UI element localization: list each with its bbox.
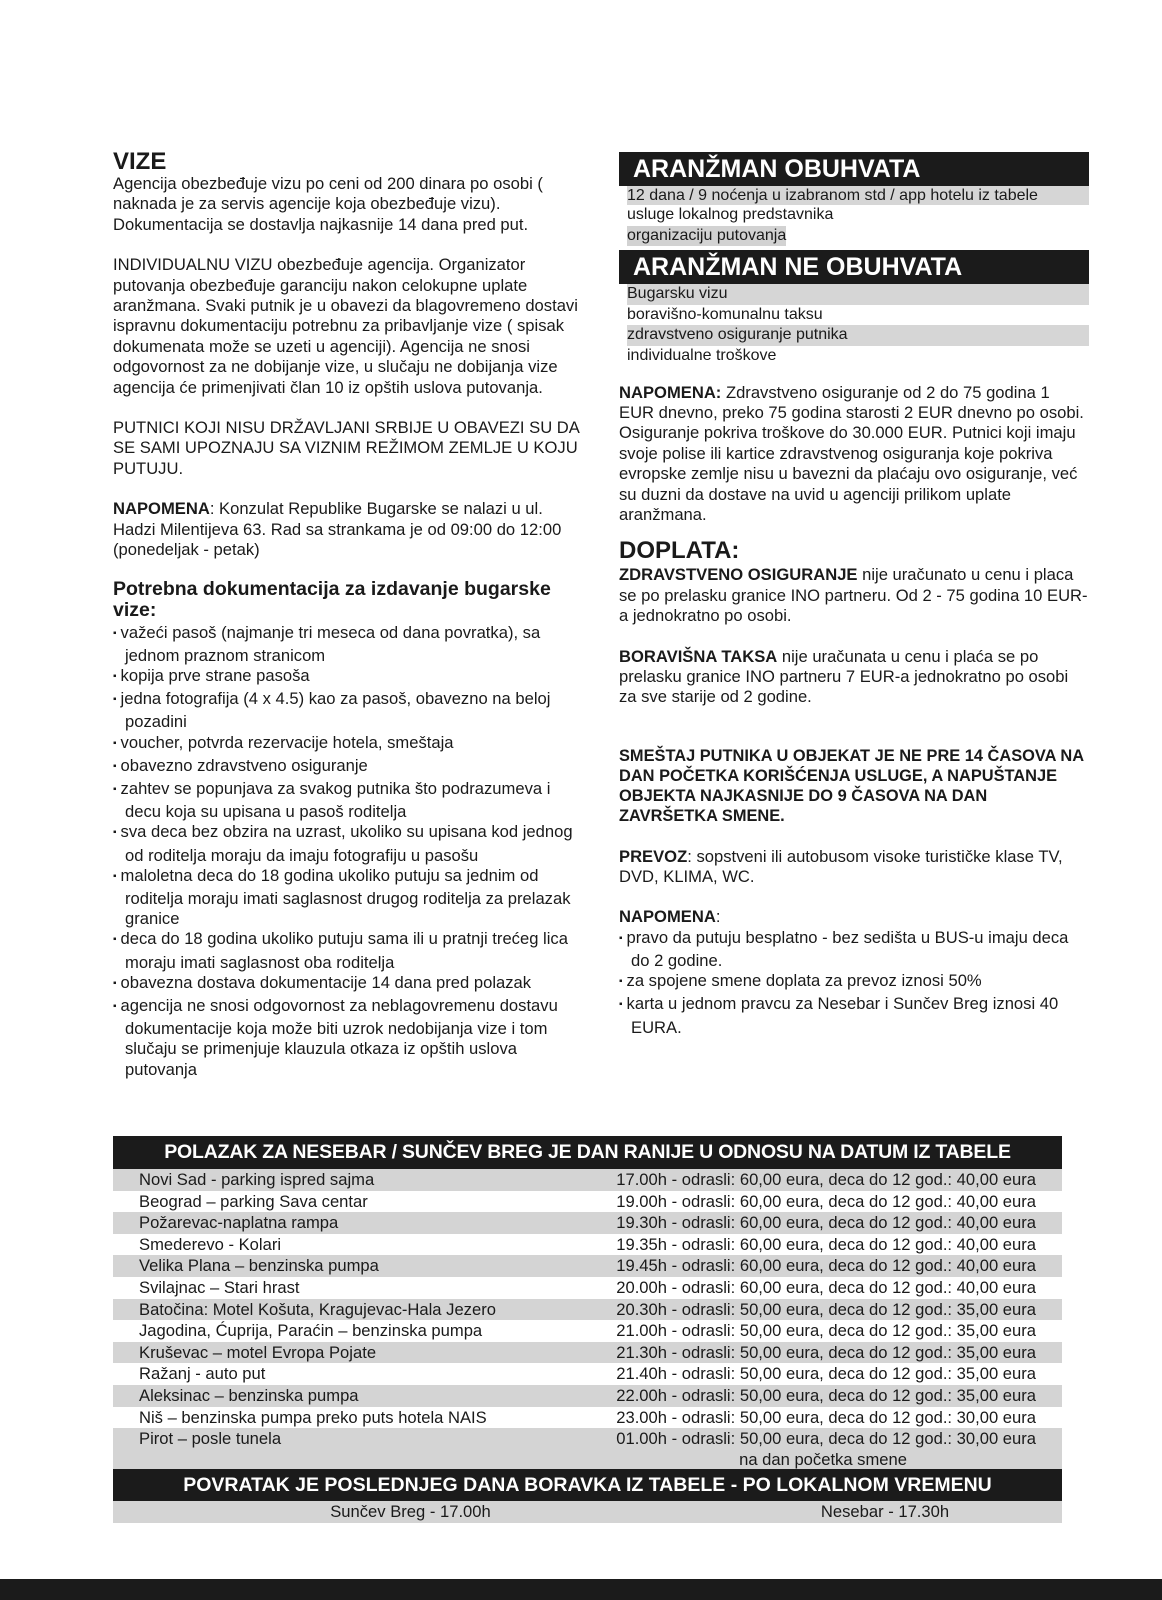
list-item: zdravstveno osiguranje putnika [627, 325, 1089, 346]
return-time-suncev-breg: Sunčev Breg - 17.00h [330, 1501, 491, 1521]
list-item-text: organizaciju putovanja [627, 226, 786, 247]
list-item: boravišno-komunalnu taksu [627, 305, 823, 323]
table-row [113, 1234, 1062, 1256]
consulate-note-text: : Konzulat Republike Bugarske se nalazi u ul. Hadzi Milentijeva 63. Rad sa strankama je od 09:00 do 12:00 (ponedeljak - petak) [113, 499, 562, 560]
table-row [113, 1428, 1062, 1450]
departure-continuation: na dan početka smene [113, 1450, 1062, 1469]
surcharge-insurance [619, 565, 1089, 626]
surcharge-tax [619, 647, 1089, 708]
departure-place: Pirot – posle tunela [139, 1429, 282, 1449]
departure-info: 01.00h - odrasli: 50,00 eura, deca do 12 god.: 30,00 eura [616, 1429, 1036, 1449]
consulate-note-label: NAPOMENA [113, 499, 210, 519]
table-row [113, 1212, 1062, 1234]
departure-info: 17.00h - odrasli: 60,00 eura, deca do 12 god.: 40,00 eura [616, 1170, 1036, 1189]
table-row [113, 1191, 1062, 1213]
departure-info: 21.00h - odrasli: 50,00 eura, deca do 12 god.: 35,00 eura [616, 1321, 1036, 1341]
departure-info: 19.00h - odrasli: 60,00 eura, deca do 12 god.: 40,00 eura [616, 1191, 1036, 1211]
insurance-note [619, 383, 1089, 526]
departure-info: 21.40h - odrasli: 50,00 eura, deca do 12 god.: 35,00 eura [616, 1364, 1036, 1384]
list-item: ▪ sva deca bez obzira na uzrast, ukoliko su upisana kod jednog od roditelja moraju da imaju fotografiju u pasošu [113, 822, 583, 865]
transport-note-colon: : [715, 907, 721, 927]
return-times [113, 1501, 1062, 1523]
surcharge-heading: DOPLATA: [619, 537, 740, 565]
departure-place: Kruševac – motel Evropa Pojate [139, 1342, 377, 1362]
departure-place: Svilajnac – Stari hrast [139, 1277, 300, 1297]
list-item: ▪ obavezno zdravstveno osiguranje [113, 756, 583, 779]
table-row [113, 1277, 1062, 1299]
insurance-note-label: NAPOMENA: [619, 382, 722, 402]
departure-place: Ražanj - auto put [139, 1364, 266, 1384]
includes-heading: ARANŽMAN OBUHVATA [619, 152, 1089, 186]
transport-label: PREVOZ [619, 846, 688, 866]
visa-section [113, 150, 583, 1080]
list-item: ▪ kopija prve strane pasoša [113, 666, 583, 689]
transport-note-label: NAPOMENA [619, 907, 716, 927]
departure-place: Batočina: Motel Košuta, Kragujevac-Hala Jezero [139, 1299, 496, 1319]
return-time-nesebar: Nesebar - 17.30h [820, 1501, 950, 1521]
consulate-note [113, 499, 583, 560]
table-row [113, 1385, 1062, 1407]
excludes-list [619, 284, 1089, 366]
list-item [627, 226, 1089, 247]
surcharge-insurance-label: ZDRAVSTVENO OSIGURANJE [619, 565, 858, 585]
list-item: Bugarsku vizu [627, 284, 1089, 305]
departure-info: 20.00h - odrasli: 60,00 eura, deca do 12 god.: 40,00 eura [616, 1277, 1036, 1297]
table-row [113, 1407, 1062, 1429]
list-item: ▪ za spojene smene doplata za prevoz iznosi 50% [619, 971, 1089, 994]
departure-info: 19.30h - odrasli: 60,00 eura, deca do 12 god.: 40,00 eura [616, 1213, 1036, 1233]
visa-title: VIZE [113, 148, 167, 175]
table-row [113, 1320, 1062, 1342]
departure-info: 21.30h - odrasli: 50,00 eura, deca do 12 god.: 35,00 eura [616, 1342, 1036, 1362]
transport-note-heading [619, 907, 1089, 927]
list-item: ▪ pravo da putuju besplatno - bez sedišta u BUS-u imaju deca do 2 godine. [619, 928, 1089, 971]
surcharge-tax-text: nije uračunata u cenu i plaća se po prelasku granice INO partneru 7 EUR-a jednokratno po osobi za sve starije od 2 godine. [619, 646, 1069, 707]
table-row [113, 1299, 1062, 1321]
departure-info: 20.30h - odrasli: 50,00 eura, deca do 12 god.: 35,00 eura [616, 1299, 1036, 1319]
list-item: ▪ agencija ne snosi odgovornost za neblagovremenu dostavu dokumentacije koja može biti uzrok nedobijanja vize i tom slučaju se primenjuje klauzula otkaza iz opštih uslova putovanja [113, 996, 583, 1080]
list-item: ▪ zahtev se popunjava za svakog putnika što podrazumeva i decu koja su upisana u pasoš roditelja [113, 779, 583, 822]
departure-place: Aleksinac – benzinska pumpa [139, 1385, 359, 1405]
list-item: usluge lokalnog predstavnika [627, 206, 834, 223]
table-row [113, 1363, 1062, 1385]
visa-paragraph-individual: INDIVIDUALNU VIZU obezbeđuje agencija. Organizator putovanja obezbeđuje garanciju nakon celokupne uplate aranžmana. Svaki putnik je u obavezi da blagovremeno dostavi ispravnu dokumentaciju potrebnu za pribavljanje vize ( spisak dokumenata može se uzeti u agenciji). Agencija ne snosi odgovornost za ne dobijanje vize, u slučaju ne dobijanja vize agencija će primenjivati član 10 iz opštih uslova putovanja. [113, 255, 578, 397]
departure-info: 22.00h - odrasli: 50,00 eura, deca do 12 god.: 35,00 eura [616, 1385, 1036, 1405]
visa-paragraph-fee: Agencija obezbeđuje vizu po ceni od 200 dinara po osobi ( naknada je za servis agencije koja obezbeđuje vizu). Dokumentacija se dostavlja najkasnije 14 dana pred put. [113, 174, 543, 234]
insurance-note-text: Zdravstveno osiguranje od 2 do 75 godina 1 EUR dnevno, preko 75 godina starosti 2 EUR dnevno po osobi. Osiguranje pokriva troškove do 30.000 EUR. Putnici koji imaju svoje polise ili kartice zdravstvenog osiguranja koje pokriva evropske zemlje nisu u bavezni da plaćaju ovo osiguranje, već su duzni da dostave na uvid u agenciji prilikom uplate aranžmana. [619, 382, 1084, 524]
list-item: ▪ voucher, potvrda rezervacije hotela, smeštaja [113, 733, 583, 756]
list-item: ▪ maloletna deca do 18 godina ukoliko putuju sa jednim od roditelja moraju imati saglasnost drugog roditelja za prelazak granice [113, 866, 583, 930]
list-item: individualne troškove [627, 346, 777, 364]
departure-info: 19.35h - odrasli: 60,00 eura, deca do 12 god.: 40,00 eura [616, 1234, 1036, 1254]
visa-paragraph-foreigners: PUTNICI KOJI NISU DRŽAVLJANI SRBIJE U OBAVEZI SU DA SE SAMI UPOZNAJU SA VIZNIM REŽIMOM ZEMLJE U KOJU PUTUJU. [113, 418, 579, 478]
table-row [113, 1255, 1062, 1277]
table-row [113, 1169, 1062, 1191]
list-item: 12 dana / 9 noćenja u izabranom std / app hotelu iz tabele [627, 186, 1089, 205]
excludes-heading: ARANŽMAN NE OBUHVATA [619, 250, 1089, 284]
page-bottom-border [0, 1579, 1162, 1600]
departure-place: Požarevac-naplatna rampa [139, 1213, 339, 1233]
surcharge-tax-label: BORAVIŠNA TAKSA [619, 646, 778, 666]
departure-info: 23.00h - odrasli: 50,00 eura, deca do 12 god.: 30,00 eura [616, 1407, 1036, 1427]
departure-place: Niš – benzinska pumpa preko puts hotela NAIS [139, 1407, 487, 1427]
arrangement-section [619, 152, 1089, 1038]
transport-info [619, 847, 1089, 888]
list-item: ▪ deca do 18 godina ukoliko putuju sama ili u pratnji trećeg lica moraju imati saglasnost oba roditelja [113, 929, 583, 972]
departure-place: Jagodina, Ćuprija, Paraćin – benzinska pumpa [139, 1321, 483, 1341]
departure-place: Smederevo - Kolari [139, 1234, 282, 1254]
departure-table-title: POLAZAK ZA NESEBAR / SUNČEV BREG JE DAN RANIJE U ODNOSU NA DATUM IZ TABELE [113, 1136, 1062, 1169]
list-item: ▪ karta u jednom pravcu za Nesebar i Sunčev Breg iznosi 40 EURA. [619, 994, 1089, 1037]
table-row [113, 1342, 1062, 1364]
departure-place: Velika Plana – benzinska pumpa [139, 1256, 379, 1276]
documents-heading: Potrebna dokumentacija za izdavanje bugarske vize: [113, 577, 551, 621]
list-item: ▪ jedna fotografija (4 x 4.5) kao za pasoš, obavezno na beloj pozadini [113, 689, 583, 732]
departure-place: Novi Sad - parking ispred sajma [139, 1170, 375, 1189]
departure-place: Beograd – parking Sava centar [139, 1191, 368, 1211]
surcharge-insurance-text: nije uračunato u cenu i placa se po prelasku granice INO partneru. Od 2 - 75 godina 10 EUR-a jednokratno po osobi. [619, 565, 1088, 626]
includes-list [619, 186, 1089, 246]
return-title: POVRATAK JE POSLEDNJEG DANA BORAVKA IZ TABELE - PO LOKALNOM VREMENU [113, 1469, 1062, 1501]
list-item: ▪ važeći pasoš (najmanje tri meseca od dana povratka), sa jednom praznom stranicom [113, 623, 583, 666]
transport-note-list [619, 928, 1089, 1038]
departure-table [113, 1136, 1062, 1523]
departure-info: 19.45h - odrasli: 60,00 eura, deca do 12 god.: 40,00 eura [616, 1256, 1036, 1276]
accommodation-notice: SMEŠTAJ PUTNIKA U OBJEKAT JE NE PRE 14 ČASOVA NA DAN POČETKA KORIŠĆENJA USLUGE, A NAPUŠTANJE OBJEKTA NAJKASNIJE DO 9 ČASOVA NA DAN ZAVRŠETKA SMENE. [619, 746, 1084, 826]
transport-text: : sopstveni ili autobusom visoke turističke klase TV, DVD, KLIMA, WC. [619, 846, 1063, 887]
list-item: ▪ obavezna dostava dokumentacije 14 dana pred polazak [113, 973, 583, 996]
documents-list [113, 623, 583, 1080]
